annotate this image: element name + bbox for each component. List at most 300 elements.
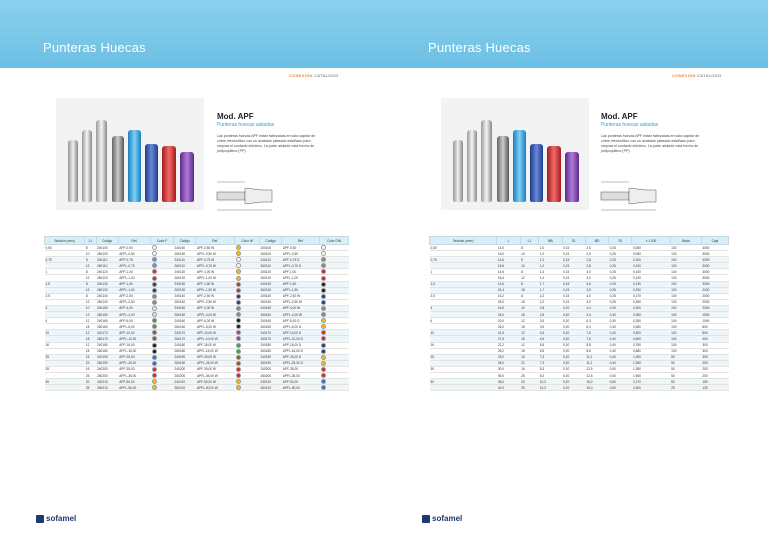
table-cell: APF-6,00 [118,318,150,324]
table-header: Código [96,237,118,245]
table-cell: APFL-50,00 [118,385,150,391]
table-cell: 25 [520,385,539,391]
table-header: Sección (mm²) [430,237,497,245]
table-cell: 2,8 [539,312,562,318]
table-cell: 1000 [701,318,728,324]
table-row [45,385,349,391]
table-cell: 240150 [96,305,118,311]
color-dot-icon [236,294,241,299]
table-cell: 2,600 [632,385,670,391]
table-cell: 0,780 [632,342,670,348]
table-cell: 100 [670,330,701,336]
table-cell: 260190 [174,360,196,366]
table-cell: 240150 [174,305,196,311]
dimension-diagram-right [596,170,666,220]
table-cell: 260140 [259,299,281,305]
table-cell: 39,0 [497,372,520,378]
table-cell: 1,550 [632,372,670,378]
table-cell: 240180 [96,342,118,348]
table-cell: 0,50 [609,366,632,372]
table-cell: 14,6 [497,269,520,275]
table-cell: 0,25 [609,275,632,281]
table-cell: 16 [45,342,85,348]
table-cell: 260110 [259,263,281,269]
color-dot-icon [152,245,157,250]
table-cell: 0,350 [632,318,670,324]
table-cell: 8 [520,269,539,275]
table-cell: 4000 [701,245,728,251]
table-cell: 125 [701,385,728,391]
table-cell: 11,2 [585,360,608,366]
table-header: Ref. [282,237,320,245]
table-cell: 8 [520,257,539,263]
table-cell: 10 [85,251,96,257]
table-cell: 0,40 [609,330,632,336]
table-cell: 260170 [174,336,196,342]
table-cell: 12,5 [585,372,608,378]
table-cell: APFL-0,75 [118,263,150,269]
table-cell: 10 [520,251,539,257]
table-cell: 240140 [259,293,281,299]
color-dot-icon [152,288,157,293]
table-cell: 100 [670,348,701,354]
color-dot-icon [321,306,326,311]
table-cell: 240210 [174,379,196,385]
table-cell: 10 [45,330,85,336]
color-dot-icon [236,245,241,250]
table-cell: 0,40 [609,360,632,366]
table-cell: 0,50 [45,245,85,251]
table-cell: 36,0 [497,360,520,366]
table-cell: 12,5 [585,366,608,372]
sofamel-logo-icon [36,515,44,523]
table-cell: 50 [430,379,497,385]
table-cell: 1,000 [632,354,670,360]
header-bar-right [384,0,768,68]
table-cell: 2,6 [585,251,608,257]
table-cell: 0,050 [632,245,670,251]
table-cell: 0,20 [562,305,585,311]
table-cell: 0,200 [632,287,670,293]
table-cell: 1 [45,269,85,275]
table-cell: 0,650 [632,324,670,330]
table-cell: APF-2,50 W [196,293,235,299]
table-cell: APF-35,00 W [196,366,235,372]
color-dot-icon [152,282,157,287]
table-cell: 0,520 [632,330,670,336]
table-cell: 0,15 [562,287,585,293]
table-cell: 6 [45,318,85,324]
table-cell: APFL-1,50 [282,287,320,293]
table-cell: 18 [520,312,539,318]
table-cell: APFL-10,00 [118,336,150,342]
table-header: Color DIN [320,237,349,245]
table-cell: 25,0 [497,299,520,305]
table-cell: 1 [430,269,497,275]
table-cell: 8 [520,281,539,287]
footer-logo-left: sofamel [36,514,76,523]
table-cell: 12 [85,275,96,281]
color-dot-icon [152,269,157,274]
table-cell: 12 [85,312,96,318]
table-cell: 100 [670,305,701,311]
table-cell: APF-0,75 D [282,257,320,263]
table-cell: APF-1,50 W [196,281,235,287]
table-header: Ref. [118,237,150,245]
table-cell: 2,8 [539,305,562,311]
table-cell: 10,3 [539,385,562,391]
table-cell: 0,75 [45,257,85,263]
color-dot-icon [236,361,241,366]
table-cell: 240160 [259,318,281,324]
color-dot-icon [236,349,241,354]
table-cell: 240190 [96,354,118,360]
table-cell: 3000 [701,275,728,281]
table-cell: 18 [520,287,539,293]
table-cell: 15,0 [585,385,608,391]
table-cell: 240130 [174,281,196,287]
table-cell: 240110 [174,257,196,263]
color-dot-icon [321,288,326,293]
table-cell: APFL-1,50 W [196,287,235,293]
color-dot-icon [236,276,241,281]
table-header: ØB [539,237,562,245]
table-cell: 14,6 [497,281,520,287]
table-cell: 0,260 [632,299,670,305]
table-cell: 0,100 [632,257,670,263]
table-cell: 260160 [259,324,281,330]
table-cell: 3,5 [585,281,608,287]
table-cell: 260150 [96,312,118,318]
table-cell: 260210 [96,385,118,391]
table-cell: 0,30 [609,312,632,318]
table-cell: 1500 [701,312,728,318]
table-cell: APFL-1,50 [118,287,150,293]
table-cell: 240180 [259,342,281,348]
table-header: L [497,237,520,245]
table-cell: 1,5 [45,281,85,287]
table-cell: 26,0 [497,324,520,330]
table-cell: 0,15 [562,251,585,257]
table-cell: APFL-6,00 [118,324,150,330]
table-cell: 260140 [96,299,118,305]
table-cell: 0,25 [609,287,632,293]
table-cell: 260100 [259,251,281,257]
table-cell: 18 [85,336,96,342]
table-cell: 100 [670,336,701,342]
table-cell: 3,5 [585,287,608,293]
table-header: L1 [85,237,96,245]
table-cell: 260110 [96,263,118,269]
table-cell: 4,5 [539,330,562,336]
table-cell: 12 [85,342,96,348]
product-image-right [441,98,589,210]
table-cell: 28,2 [497,348,520,354]
table-cell: APF-16,00 D [282,342,320,348]
table-cell: 100 [670,312,701,318]
color-dot-icon [152,330,157,335]
table-cell: APF-1,00 W [196,269,235,275]
table-cell: 0,25 [609,245,632,251]
table-cell: APF-50,00 W [196,379,235,385]
table-cell: 12 [85,263,96,269]
table-cell: 14,6 [497,257,520,263]
table-cell: 260200 [174,372,196,378]
table-cell: 2,8 [585,257,608,263]
table-cell: 16 [85,354,96,360]
table-cell: 260190 [96,360,118,366]
table-cell: 0,20 [562,342,585,348]
table-header: Color W [235,237,260,245]
table-cell: 21,5 [497,330,520,336]
table-cell: 10,3 [539,379,562,385]
table-cell: 3000 [701,251,728,257]
table-cell: 0,25 [609,299,632,305]
table-cell: 1,4 [539,275,562,281]
table-cell: 240190 [259,354,281,360]
table-cell: 2,8 [585,263,608,269]
table-cell: APF-2,50 [118,293,150,299]
table-cell: 240140 [96,293,118,299]
table-cell: 240210 [96,379,118,385]
table-cell: 18 [520,299,539,305]
table-cell: 240200 [259,366,281,372]
table-cell: 400 [701,336,728,342]
table-cell: APF-1,00 [118,269,150,275]
table-cell: 0,25 [609,269,632,275]
table-cell: APFL-16,00 D [282,348,320,354]
table-cell: APFL-16,00 [118,348,150,354]
color-dot-icon [321,294,326,299]
table-cell: 3000 [701,263,728,269]
table-cell: 16 [520,366,539,372]
table-header: Código [174,237,196,245]
table-cell: 27,5 [497,336,520,342]
table-cell: 240120 [259,269,281,275]
color-dot-icon [321,349,326,354]
footer-logo-right: sofamel [422,514,462,523]
table-cell: 0,20 [562,312,585,318]
table-cell: 0,880 [632,348,670,354]
table-cell: 240110 [259,257,281,263]
color-dot-icon [236,379,241,384]
table-cell: 10 [520,305,539,311]
table-cell: 8 [85,257,96,263]
table-cell: 4 [430,305,497,311]
table-cell: 2000 [701,293,728,299]
table-cell: 0,15 [562,281,585,287]
table-cell: 0,20 [562,318,585,324]
table-cell: 50 [670,366,701,372]
table-cell: 0,600 [632,336,670,342]
table-cell: 260110 [174,263,196,269]
table-cell: 240200 [96,366,118,372]
table-cell: 260140 [174,299,196,305]
color-dot-icon [152,306,157,311]
table-cell: 20 [85,379,96,385]
color-dot-icon [236,300,241,305]
color-dot-icon [321,367,326,372]
table-cell: APFL-1,00 [118,275,150,281]
catalog-tag-left: CONEXIÓN CATÁLOGO [289,73,339,78]
table-cell: APF-50,00 [118,379,150,385]
table-cell: APFL-25,00 D [282,360,320,366]
table-cell: 2,6 [585,245,608,251]
color-dot-icon [321,269,326,274]
color-dot-icon [236,355,241,360]
table-cell: APF-6,00 W [196,318,235,324]
table-cell: 100 [670,251,701,257]
table-cell: 0,25 [609,251,632,257]
table-cell: 2,2 [539,299,562,305]
table-cell: APF-2,50 W [282,293,320,299]
color-dot-icon [152,336,157,341]
color-dot-icon [152,343,157,348]
table-cell: 0,40 [609,348,632,354]
table-cell: APF-6,00 D [282,318,320,324]
table-cell: 100 [670,245,701,251]
table-cell: 4 [45,305,85,311]
table-cell: 240200 [174,366,196,372]
table-cell: 0,30 [609,318,632,324]
table-header: Sección (mm²) [45,237,85,245]
table-cell: 7,3 [539,354,562,360]
table-cell: APF-1,50 [282,281,320,287]
table-cell: APF-16,00 [118,342,150,348]
table-cell: 25,0 [497,312,520,318]
table-cell: 22,2 [497,342,520,348]
table-cell: 6,3 [585,318,608,324]
table-cell: APF-10,00 W [196,330,235,336]
table-cell: 240110 [96,257,118,263]
table-cell: 100 [670,263,701,269]
color-dot-icon [152,257,157,262]
table-cell: 22 [520,360,539,366]
table-cell: 800 [701,324,728,330]
color-dot-icon [152,251,157,256]
color-dot-icon [152,385,157,390]
table-cell: 3,0 [585,275,608,281]
color-dot-icon [321,263,326,268]
table-cell: APF-0,50 W [196,245,235,251]
table-cell: 2,170 [632,379,670,385]
table-cell: 25 [45,354,85,360]
table-cell: APFL-0,50 [282,251,320,257]
table-cell: 25 [670,385,701,391]
table-cell: 36,0 [497,379,520,385]
catalog-tag-right: CONEXIÓN CATÁLOGO [672,73,722,78]
table-cell: APF-4,00 [118,305,150,311]
color-dot-icon [152,276,157,281]
table-cell: APFL-0,75 D [282,263,320,269]
table-cell: 260180 [96,348,118,354]
table-cell: 18 [520,348,539,354]
table-cell: 12 [520,263,539,269]
color-dot-icon [152,355,157,360]
table-cell: 6 [430,318,497,324]
color-dot-icon [152,294,157,299]
table-cell: 100 [670,281,701,287]
color-dot-icon [321,245,326,250]
table-cell: 200 [701,366,728,372]
product-title-right: Mod. APF [601,112,638,121]
table-row [430,385,729,391]
table-cell: 4000 [701,257,728,263]
table-cell: 18 [85,348,96,354]
table-cell: 29,0 [497,354,520,360]
table-cell: 18 [85,324,96,330]
table-cell: 200 [701,360,728,366]
table-cell: 0,50 [609,372,632,378]
table-cell: 300 [701,348,728,354]
table-cell: 25 [520,372,539,378]
table-cell: 22 [85,360,96,366]
table-cell: 240130 [259,281,281,287]
color-dot-icon [236,318,241,323]
table-cell: 25 [430,354,497,360]
table-cell: 0,170 [632,293,670,299]
table-cell: 0,20 [562,379,585,385]
color-dot-icon [321,336,326,341]
table-cell: 0,20 [562,360,585,366]
table-cell: 0,20 [562,330,585,336]
table-cell: 240160 [174,318,196,324]
color-dot-icon [236,269,241,274]
table-cell: 0,20 [562,348,585,354]
table-cell: 12 [520,330,539,336]
table-cell: 3000 [701,281,728,287]
table-cell: 50 [45,379,85,385]
color-dot-icon [152,263,157,268]
table-cell: 11,2 [585,354,608,360]
color-dot-icon [152,373,157,378]
product-description-left: Las punteras huecas APF están fabricadas en tubo capilar de cobre electrolítico con un acabado plateado estañado para mejorar el contacto eléctrico. La parte aislante está hecha de polipropileno (PP). [217,134,316,153]
table-cell: 1,7 [539,287,562,293]
table-cell: 260210 [174,385,196,391]
table-cell: 0,25 [609,281,632,287]
table-cell: 0,130 [632,281,670,287]
table-cell: 18 [520,336,539,342]
table-cell: 260210 [259,385,281,391]
color-dot-icon [321,385,326,390]
color-dot-icon [236,330,241,335]
table-cell: 5,8 [539,342,562,348]
table-cell: 7,6 [585,336,608,342]
dimension-diagram-left [212,170,282,220]
table-cell: 50 [670,354,701,360]
color-dot-icon [321,282,326,287]
table-cell: 0,350 [632,312,670,318]
table-cell: 0,25 [609,263,632,269]
color-dot-icon [236,282,241,287]
table-cell: 0,60 [609,379,632,385]
table-cell: APF-0,50 [118,245,150,251]
table-cell: 0,100 [632,263,670,269]
table-cell: APFL-2,50 W [282,299,320,305]
table-cell: 40,0 [497,385,520,391]
product-image-left [56,98,204,210]
table-cell: 100 [670,269,701,275]
table-cell: APFL-4,00 W [196,312,235,318]
table-cell: 20 [520,379,539,385]
table-cell: APFL-0,50 W [196,251,235,257]
color-dot-icon [236,367,241,372]
color-dot-icon [236,306,241,311]
table-cell: 18,6 [497,263,520,269]
table-cell: 0,15 [562,269,585,275]
table-cell: APFL-0,50 [118,251,150,257]
product-title-left: Mod. APF [217,112,254,121]
